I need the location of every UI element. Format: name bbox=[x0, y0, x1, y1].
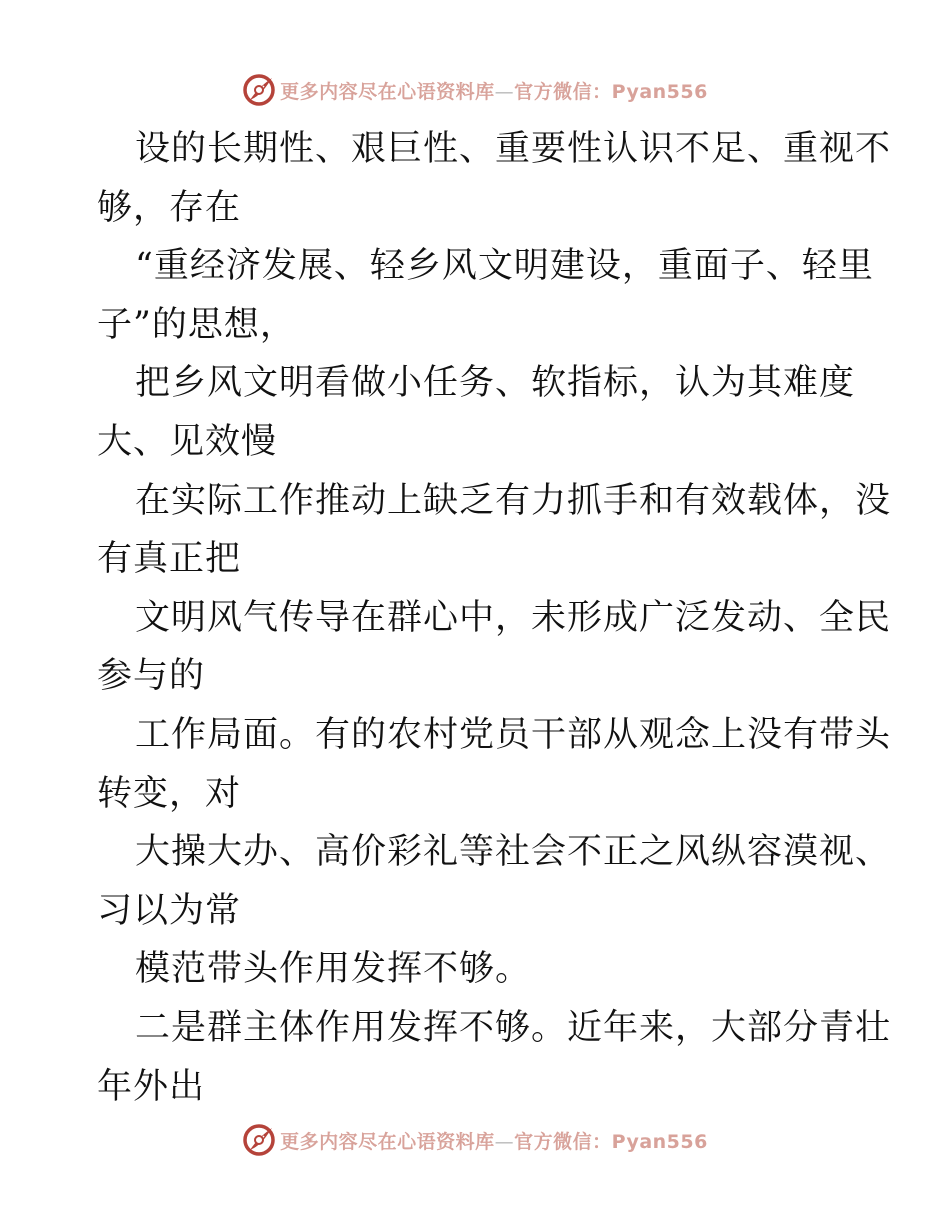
quill-logo-icon bbox=[242, 1123, 276, 1157]
banner-site-text: 更多内容尽在心语资料库 bbox=[280, 80, 495, 103]
quill-logo-icon bbox=[242, 73, 276, 107]
text-line: 年外出 bbox=[97, 1066, 206, 1107]
text-line: 有真正把 bbox=[97, 539, 242, 580]
text-line: “重经济发展、轻乡风文明建设，重面子、轻里 bbox=[135, 246, 874, 287]
banner-separator: — bbox=[494, 80, 515, 103]
text-line: 二是群主体作用发挥不够。近年来，大部分青壮 bbox=[135, 1007, 892, 1048]
text-line: 把乡风文明看做小任务、软指标，认为其难度 bbox=[135, 363, 856, 404]
text-line: 模范带头作用发挥不够。 bbox=[135, 949, 532, 990]
banner-wechat-text: 官方微信：Pyan556 bbox=[514, 80, 708, 103]
banner-site-text: 更多内容尽在心语资料库 bbox=[280, 1130, 495, 1153]
header-watermark-banner bbox=[0, 68, 950, 112]
footer-watermark-banner bbox=[0, 1118, 950, 1162]
text-line: 转变，对 bbox=[97, 773, 242, 814]
text-line: 设的长期性、艰巨性、重要性认识不足、重视不 bbox=[135, 129, 892, 169]
text-line: 参与的 bbox=[97, 656, 206, 697]
text-line: 够，存在 bbox=[97, 187, 242, 228]
document-body bbox=[97, 120, 892, 1116]
text-line: 习以为常 bbox=[97, 890, 242, 931]
text-line: 大、见效慢 bbox=[97, 421, 278, 462]
text-line: 大操大办、高价彩礼等社会不正之风纵容漠视、 bbox=[135, 832, 892, 873]
text-line: 文明风气传导在群心中，未形成广泛发动、全民 bbox=[135, 597, 892, 638]
text-line: 在实际工作推动上缺乏有力抓手和有效载体，没 bbox=[135, 480, 892, 521]
text-line: 子”的思想， bbox=[97, 304, 296, 345]
banner-wechat-text: 官方微信：Pyan556 bbox=[514, 1130, 708, 1153]
text-line: 工作局面。有的农村党员干部从观念上没有带头 bbox=[135, 714, 892, 755]
banner-separator: — bbox=[494, 1130, 515, 1153]
